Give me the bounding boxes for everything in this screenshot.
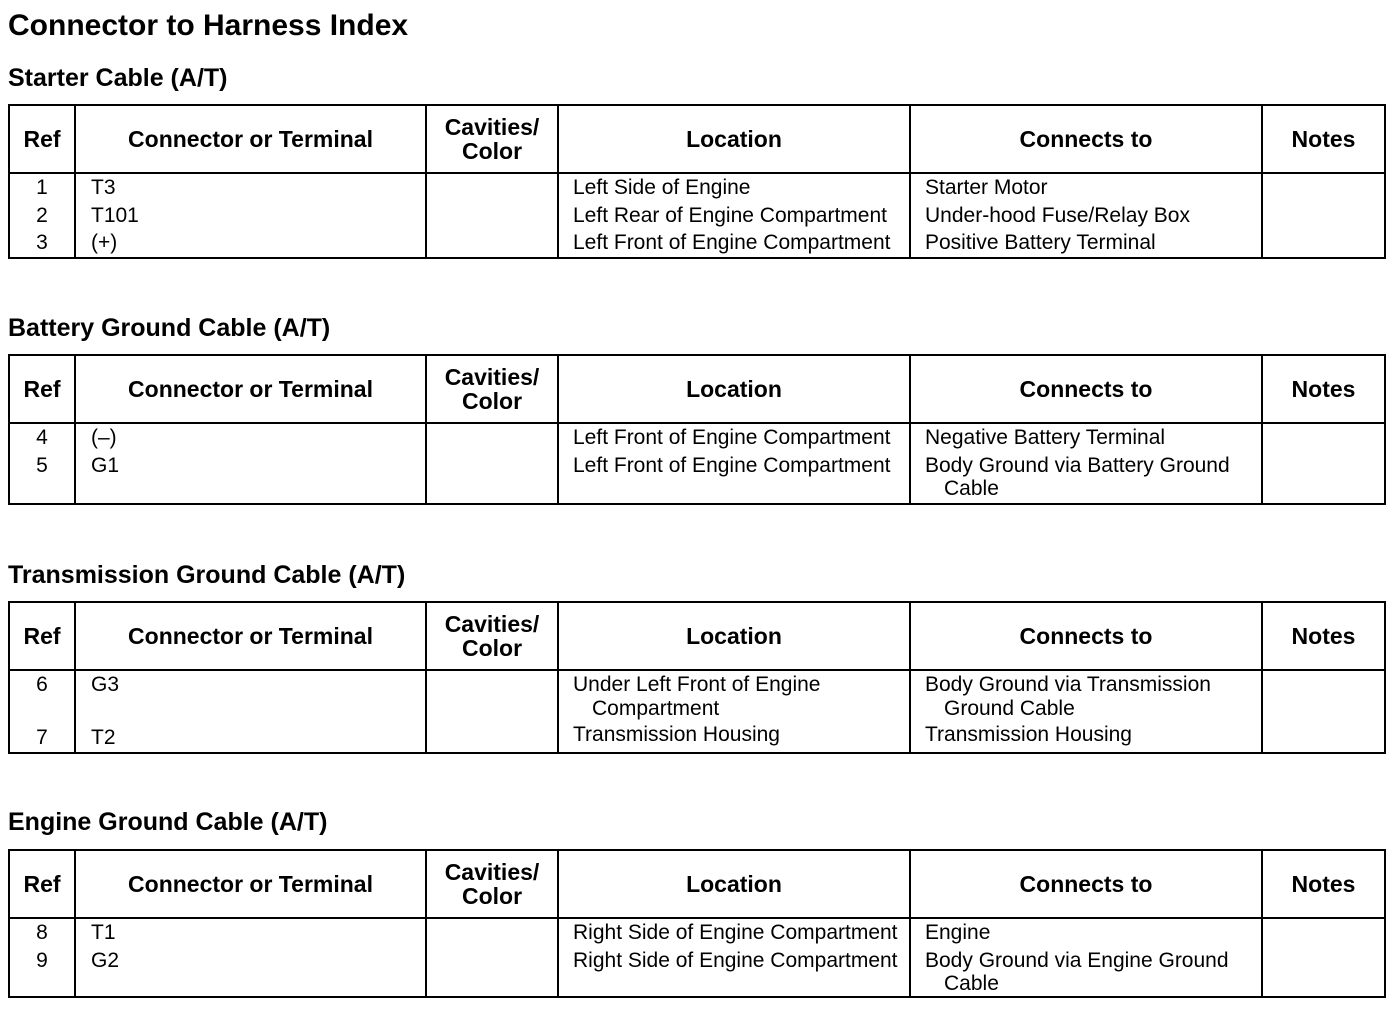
col-header-location: Location — [558, 850, 910, 918]
connects-to-value: Negative Battery Terminal — [925, 426, 1166, 449]
connector-value: G1 — [91, 453, 120, 477]
connector-cell — [75, 173, 426, 258]
col-header-connects-to: Connects to — [910, 602, 1262, 670]
location-value: Under Left Front of Engine — [573, 673, 821, 696]
ref-cell — [9, 918, 75, 997]
col-header-connector: Connector or Terminal — [75, 105, 426, 173]
connector-value: G2 — [91, 948, 120, 972]
location-value: Left Rear of Engine Compartment — [573, 203, 887, 227]
notes-cell — [1262, 173, 1385, 258]
table-body-row — [9, 670, 1385, 753]
ref-cell — [9, 423, 75, 504]
col-header-cavities-line2: Color — [461, 138, 523, 164]
col-header-ref: Ref — [9, 355, 75, 423]
connects-to-value: Engine — [925, 921, 991, 944]
col-header-cavities-line1: Cavities/ — [444, 611, 540, 637]
cavities-cell — [426, 423, 558, 504]
connects-to-value: Transmission Housing — [925, 722, 1132, 746]
connector-value: (–) — [91, 426, 117, 449]
ref-value: 4 — [36, 426, 48, 449]
col-header-cavities-line1: Cavities/ — [444, 114, 540, 140]
connects-to-value: Under-hood Fuse/Relay Box — [925, 203, 1190, 227]
col-header-cavities — [426, 850, 558, 918]
connector-value: T2 — [91, 726, 116, 749]
cavities-cell — [426, 173, 558, 258]
table-body-row — [9, 173, 1385, 258]
location-value: Left Front of Engine Compartment — [573, 426, 891, 449]
section-title-battery-ground-cable: Battery Ground Cable (A/T) — [8, 314, 331, 342]
connects-to-cell — [910, 918, 1262, 997]
location-value: Left Front of Engine Compartment — [573, 453, 891, 477]
connector-value: T3 — [91, 176, 116, 199]
col-header-cavities — [426, 355, 558, 423]
ref-value: 5 — [36, 453, 48, 477]
col-header-connects-to: Connects to — [910, 105, 1262, 173]
engine-ground-cable-table — [8, 849, 1386, 998]
connector-value: T101 — [91, 203, 139, 227]
col-header-notes: Notes — [1262, 355, 1385, 423]
section-title-transmission-ground-cable: Transmission Ground Cable (A/T) — [8, 561, 406, 589]
connector-cell — [75, 918, 426, 997]
location-cell — [558, 918, 910, 997]
notes-cell — [1262, 918, 1385, 997]
cavities-cell — [426, 918, 558, 997]
location-cell — [558, 173, 910, 258]
ref-cell — [9, 670, 75, 753]
col-header-location: Location — [558, 355, 910, 423]
col-header-cavities-line2: Color — [461, 388, 523, 414]
battery-ground-cable-table — [8, 354, 1386, 505]
table-header-row — [9, 355, 1385, 423]
col-header-cavities-line1: Cavities/ — [444, 859, 540, 885]
section-title-starter-cable: Starter Cable (A/T) — [8, 64, 228, 92]
connects-to-value: Positive Battery Terminal — [925, 231, 1156, 254]
notes-cell — [1262, 670, 1385, 753]
ref-value: 3 — [36, 231, 48, 254]
col-header-cavities — [426, 105, 558, 173]
location-value: Right Side of Engine Compartment — [573, 921, 898, 944]
location-cell — [558, 423, 910, 504]
ref-value: 2 — [36, 203, 48, 227]
location-value: Transmission Housing — [573, 722, 780, 746]
ref-value: 7 — [36, 726, 48, 749]
table-header-row — [9, 105, 1385, 173]
page-title: Connector to Harness Index — [8, 9, 409, 42]
table-body-row — [9, 423, 1385, 504]
section-title-engine-ground-cable: Engine Ground Cable (A/T) — [8, 808, 328, 836]
connector-cell — [75, 423, 426, 504]
col-header-notes: Notes — [1262, 850, 1385, 918]
col-header-cavities-line2: Color — [461, 883, 523, 909]
connects-to-cell — [910, 423, 1262, 504]
col-header-cavities — [426, 602, 558, 670]
ref-value: 8 — [36, 921, 48, 944]
col-header-connector: Connector or Terminal — [75, 355, 426, 423]
col-header-ref: Ref — [9, 850, 75, 918]
table-body-row — [9, 918, 1385, 997]
notes-cell — [1262, 423, 1385, 504]
connector-text: G3 — [91, 673, 120, 696]
ref-text: 6 — [36, 673, 48, 696]
col-header-notes: Notes — [1262, 105, 1385, 173]
table-header-row — [9, 850, 1385, 918]
cavities-cell — [426, 670, 558, 753]
col-header-connector: Connector or Terminal — [75, 602, 426, 670]
ref-value: 9 — [36, 948, 48, 972]
location-cell — [558, 670, 910, 753]
connects-to-value: Body Ground via Battery Ground — [925, 453, 1230, 477]
connects-to-continuation: Ground Cable — [944, 696, 1075, 720]
location-value: Left Side of Engine — [573, 176, 751, 199]
location-value: Right Side of Engine Compartment — [573, 948, 898, 972]
starter-cable-table — [8, 104, 1386, 259]
col-header-notes: Notes — [1262, 602, 1385, 670]
connects-to-value: Body Ground via Transmission — [925, 673, 1211, 696]
ref-cell — [9, 173, 75, 258]
connector-value: T1 — [91, 921, 116, 944]
connects-to-continuation: Cable — [944, 477, 999, 500]
col-header-connector: Connector or Terminal — [75, 850, 426, 918]
col-header-location: Location — [558, 105, 910, 173]
transmission-ground-cable-table — [8, 601, 1386, 754]
location-continuation: Compartment — [592, 696, 720, 720]
ref-value: 1 — [36, 176, 48, 199]
col-header-cavities-line1: Cavities/ — [444, 364, 540, 390]
connects-to-value: Body Ground via Engine Ground — [925, 948, 1229, 972]
connects-to-cell — [910, 670, 1262, 753]
connects-to-cell — [910, 173, 1262, 258]
location-value: Left Front of Engine Compartment — [573, 231, 891, 254]
connector-cell — [75, 670, 426, 753]
ref-value — [10, 671, 74, 724]
connector-value — [76, 671, 425, 724]
col-header-connects-to: Connects to — [910, 355, 1262, 423]
col-header-ref: Ref — [9, 602, 75, 670]
table-header-row — [9, 602, 1385, 670]
col-header-connects-to: Connects to — [910, 850, 1262, 918]
connects-to-continuation: Cable — [944, 972, 999, 995]
connector-value: (+) — [91, 231, 118, 254]
col-header-location: Location — [558, 602, 910, 670]
connects-to-value: Starter Motor — [925, 176, 1048, 199]
col-header-ref: Ref — [9, 105, 75, 173]
col-header-cavities-line2: Color — [461, 635, 523, 661]
